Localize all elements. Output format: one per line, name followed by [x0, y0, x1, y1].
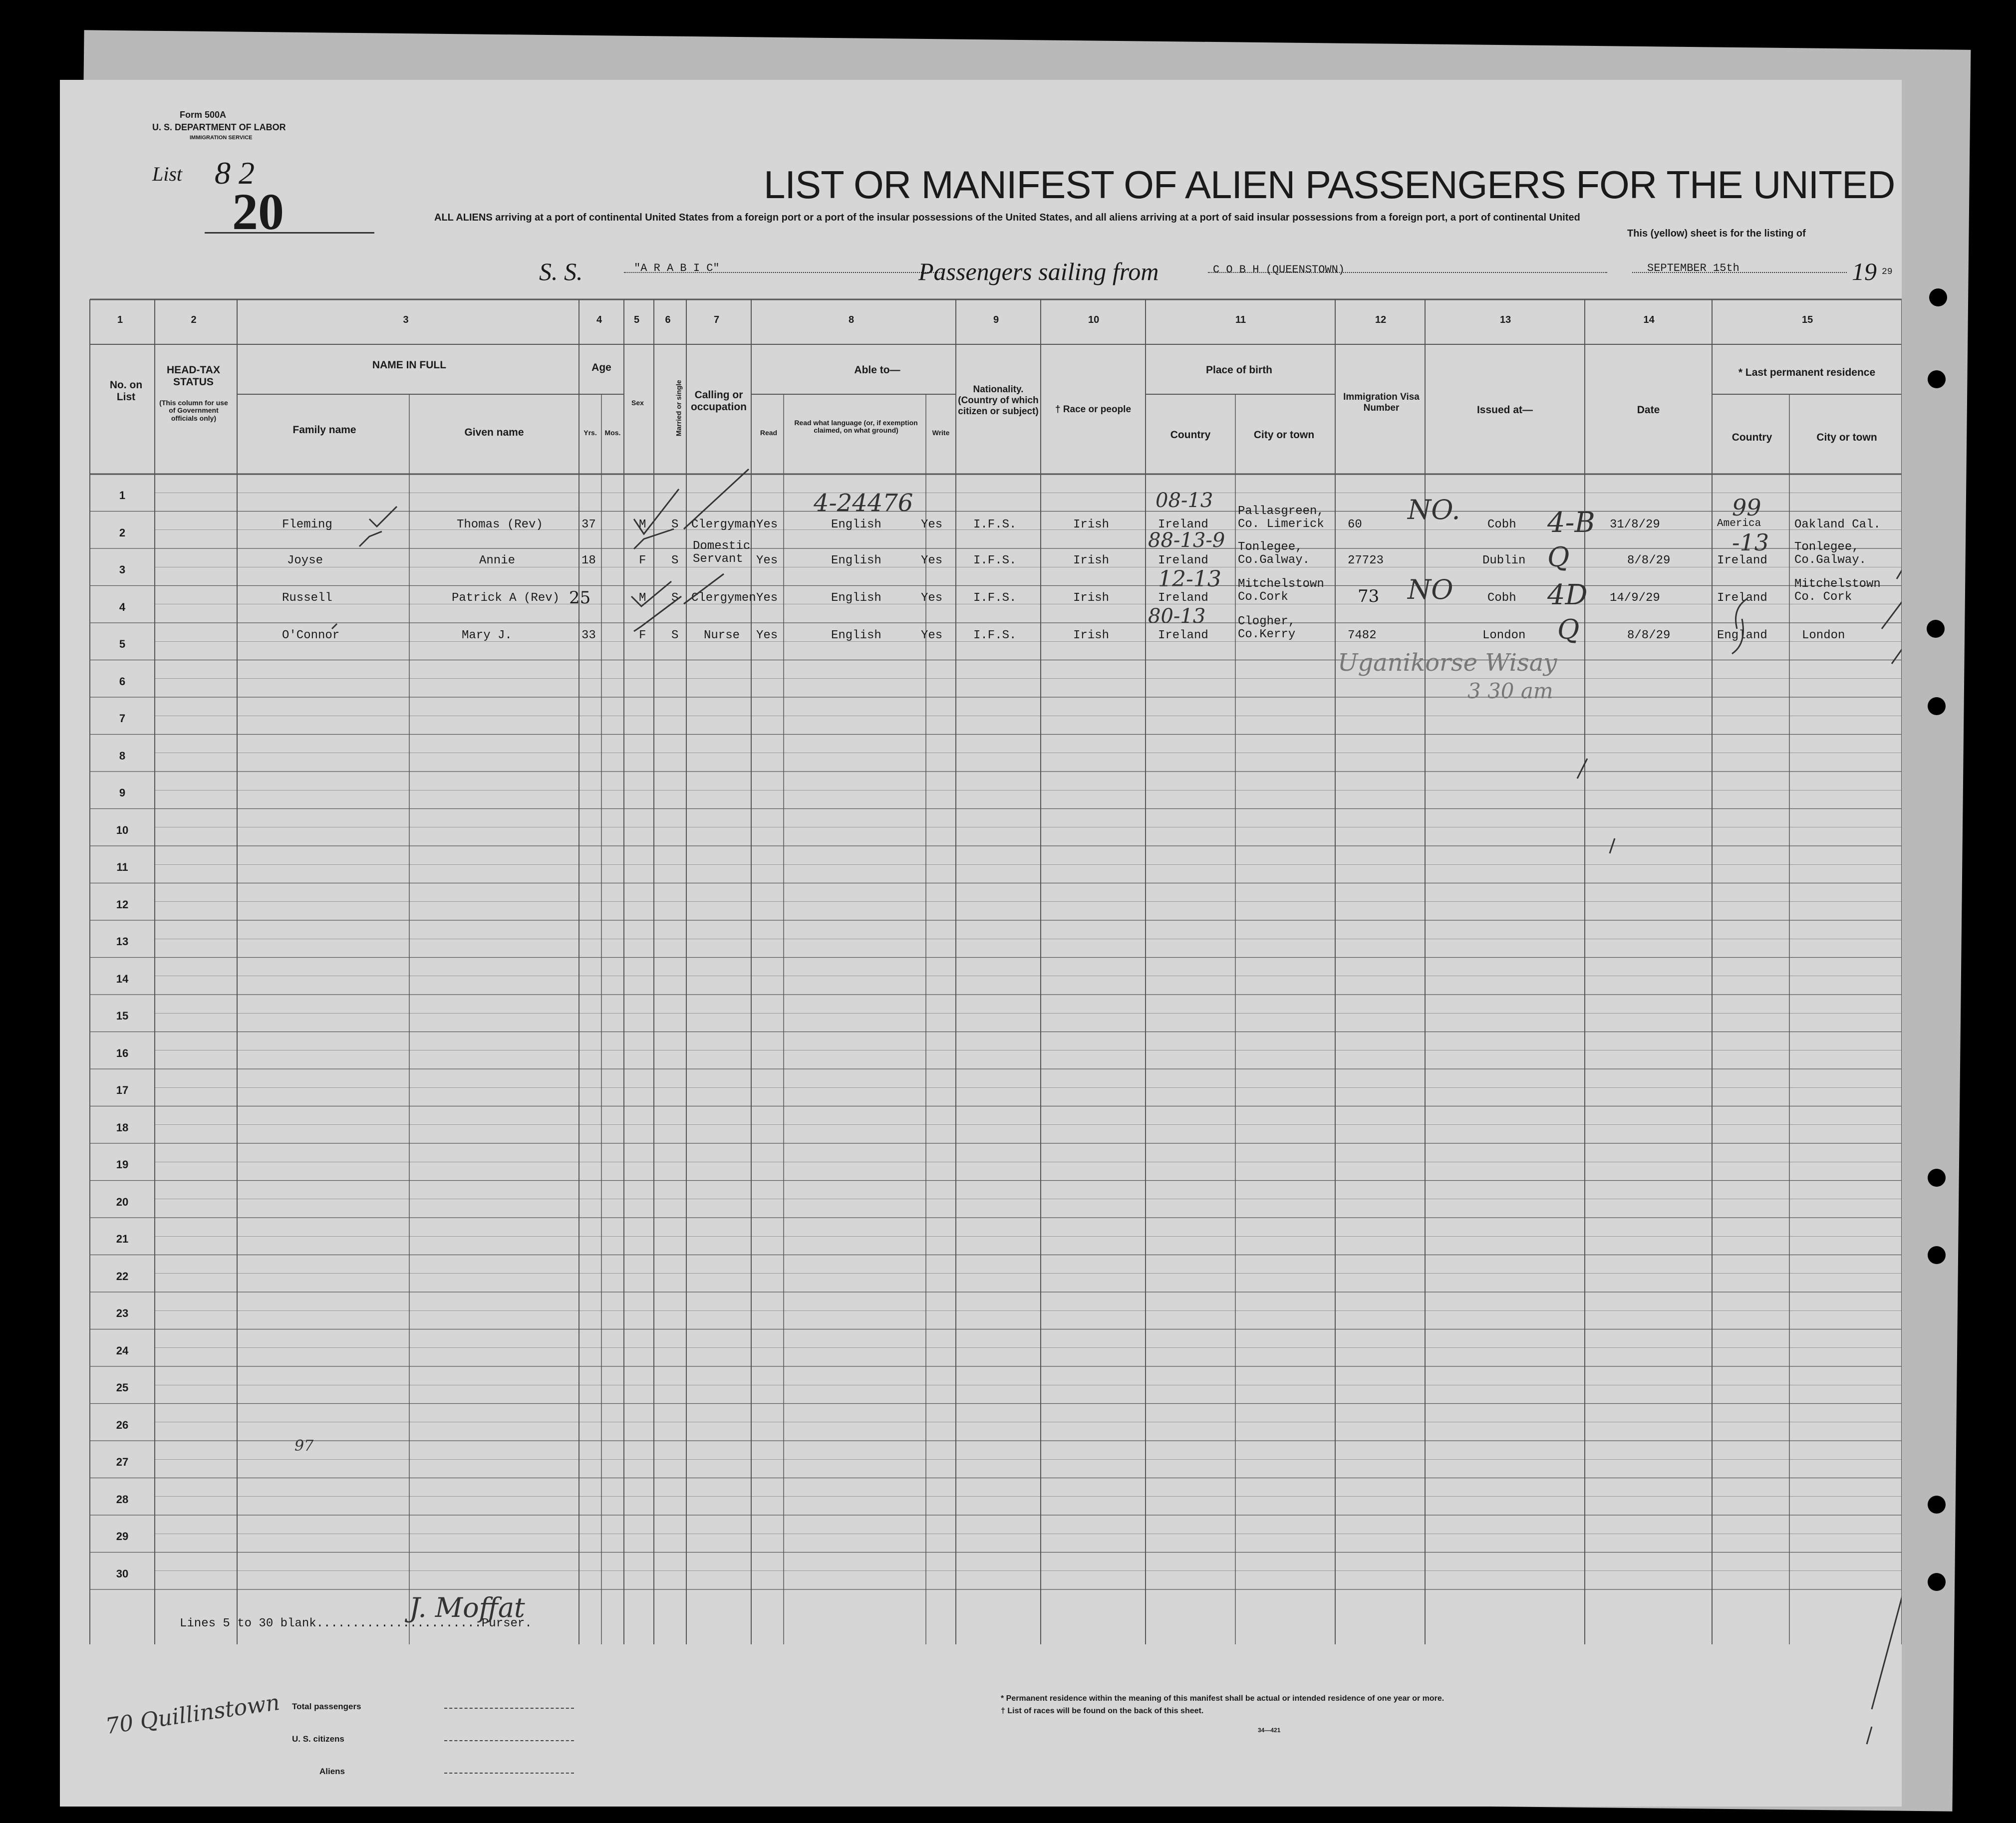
row-number: 1: [119, 489, 126, 502]
row2-residence-annotation: -13: [1732, 529, 1769, 556]
header-birth-country: Country: [1170, 429, 1211, 441]
visa-number: 27723: [1348, 554, 1384, 567]
marital: S: [671, 554, 679, 567]
race: Irish: [1073, 518, 1110, 531]
column-number: 14: [1643, 314, 1655, 325]
row-number: 7: [119, 712, 126, 725]
total-passengers-line: [444, 1708, 574, 1709]
pen-marks: [60, 80, 1902, 1807]
issued-at: London: [1482, 629, 1526, 642]
family-name: Fleming: [282, 518, 332, 531]
occupation: Domestic Servant: [693, 539, 751, 566]
row-number: 20: [116, 1195, 129, 1208]
row-number: 24: [116, 1344, 129, 1357]
nationality: I.F.S.: [973, 629, 1017, 642]
row26-annotation: 97: [294, 1437, 314, 1455]
birth-country: Ireland: [1158, 518, 1208, 531]
read: Yes: [756, 591, 778, 605]
us-citizens-line: [444, 1740, 574, 1741]
total-passengers-label: Total passengers: [292, 1702, 361, 1711]
binder-hole: [1928, 1169, 1946, 1187]
binder-hole: [1928, 1246, 1946, 1264]
us-citizens-label: U. S. citizens: [292, 1734, 344, 1744]
residence-city: London: [1802, 629, 1845, 642]
age-years: 33: [581, 629, 596, 642]
voyage-date: SEPTEMBER 15th: [1647, 262, 1739, 274]
row-number: 17: [116, 1084, 129, 1096]
header-age: Age: [591, 362, 611, 373]
bottom-left-annotation: 70 Quillinstown: [104, 1689, 282, 1740]
ship-name: "A R A B I C": [634, 262, 720, 274]
residence-city: Mitchelstown Co. Cork: [1794, 577, 1881, 604]
row-number: 27: [116, 1456, 129, 1468]
residence-city: Tonlegee, Co.Galway.: [1794, 540, 1867, 567]
row-number: 21: [116, 1233, 129, 1245]
row1-language-annotation: 4-24476: [814, 489, 913, 517]
marital: S: [671, 518, 679, 531]
handwritten-note-line-1: Uganikorse Wisay: [1338, 649, 1557, 677]
header-mos: Mos.: [604, 429, 621, 437]
column-number: 10: [1088, 314, 1100, 325]
row-number: 8: [119, 749, 126, 762]
read: Yes: [756, 629, 778, 642]
row-number: 30: [116, 1567, 129, 1580]
binder-hole: [1928, 697, 1946, 715]
given-name: Annie: [479, 554, 516, 567]
check-mark-row2-name: [359, 531, 382, 546]
nationality: I.F.S.: [973, 518, 1017, 531]
purser-signature: J. Moffat: [409, 1592, 525, 1623]
language: English: [831, 629, 881, 642]
row1-issued-annotation: 4-B: [1547, 507, 1595, 539]
row3-visa-annotation: NO: [1408, 574, 1453, 605]
stroke-row1-marital: [684, 469, 749, 529]
birth-country: Ireland: [1158, 629, 1208, 642]
column-number: 2: [191, 314, 197, 325]
stroke-residence-brace-2: [1732, 619, 1743, 654]
header-date: Date: [1637, 404, 1660, 416]
notice-line-2: This (yellow) sheet is for the listing of: [1627, 228, 1806, 239]
family-name: O'Connor: [282, 629, 340, 642]
read: Yes: [756, 518, 778, 531]
visa-date: 8/8/29: [1627, 554, 1671, 567]
binder-hole: [1929, 288, 1947, 306]
language: English: [831, 518, 881, 531]
sex: M: [639, 591, 646, 605]
residence-country: Ireland: [1717, 554, 1767, 567]
stroke-residence-brace: [1736, 599, 1747, 629]
race: Irish: [1073, 591, 1110, 605]
sheet-number: 20: [232, 183, 284, 241]
write: Yes: [921, 554, 943, 567]
given-name: Mary J.: [462, 629, 512, 642]
row4-birth-annotation: 80-13: [1148, 605, 1206, 628]
write: Yes: [921, 629, 943, 642]
row-number: 19: [116, 1158, 129, 1171]
header-res-country: Country: [1731, 432, 1772, 443]
row-number: 26: [116, 1418, 129, 1431]
marital: S: [671, 591, 679, 605]
row-number: 6: [119, 675, 126, 688]
column-number: 4: [596, 314, 602, 325]
row-number: 25: [116, 1381, 129, 1394]
form-number: Form 500A: [180, 110, 227, 120]
age-years: 25: [569, 588, 591, 608]
check-mark-row3-age: [631, 581, 671, 606]
column-number: 3: [403, 314, 409, 325]
birth-city: Pallasgreen, Co. Limerick: [1238, 505, 1324, 531]
marital: S: [671, 629, 679, 642]
column-number: 13: [1500, 314, 1511, 325]
visa-date: 14/9/29: [1610, 591, 1660, 605]
issued-at: Cobh: [1487, 518, 1516, 531]
column-number: 15: [1802, 314, 1813, 325]
occupation: Nurse: [704, 629, 740, 642]
header-read: Read: [760, 429, 778, 437]
form-code: 34—421: [1258, 1727, 1281, 1734]
nationality: I.F.S.: [973, 554, 1017, 567]
ss-label: S. S.: [539, 258, 583, 285]
row-number: 14: [116, 972, 129, 985]
row1-visa-annotation: NO.: [1408, 494, 1460, 525]
age-years: 37: [581, 518, 596, 531]
notice-line-1: ALL ALIENS arriving at a port of continental United States from a foreign port or a port of the insular possessions of the United States, and all aliens arriving at a port of said insular possessions from a foreign port, a port of continental United: [434, 212, 1580, 223]
binder-hole: [1928, 1573, 1946, 1591]
list-number-handwritten: 8 2: [215, 155, 255, 191]
occupation: Clergymen: [691, 591, 756, 605]
family-name: Joyse: [287, 554, 323, 567]
birth-country: Ireland: [1158, 554, 1208, 567]
given-name: Thomas (Rev): [457, 518, 543, 531]
visa-date: 8/8/29: [1627, 629, 1671, 642]
sailing-label: Passengers sailing from: [918, 258, 1159, 285]
residence-country: Ireland: [1717, 591, 1767, 605]
row3-birth-annotation: 12-13: [1158, 566, 1221, 592]
header-given-name: Given name: [464, 427, 524, 438]
row2-issued-annotation: Q: [1547, 541, 1570, 573]
write: Yes: [921, 591, 943, 605]
occupation: Clergyman: [691, 518, 756, 531]
handwritten-note-line-2: 3 30 am: [1467, 679, 1553, 703]
read: Yes: [756, 554, 778, 567]
row-number: 18: [116, 1121, 129, 1134]
footnote-residence: * Permanent residence within the meaning of this manifest shall be actual or intended residence of one year or more.: [1001, 1694, 1444, 1703]
row4-issued-annotation: Q: [1557, 614, 1580, 645]
age-years: 18: [581, 554, 596, 567]
stroke-date-1: [1577, 759, 1587, 779]
margin-stroke-5: [1872, 1579, 1902, 1709]
row-number: 12: [116, 898, 129, 911]
row2-birth-annotation: 88-13-9: [1148, 529, 1225, 552]
row-number: 3: [119, 563, 126, 576]
list-label: List: [152, 163, 183, 185]
service-label: IMMIGRATION SERVICE: [190, 135, 253, 141]
year-prefix: 19: [1852, 258, 1877, 285]
check-mark-row1-age: [634, 489, 679, 534]
check-mark-row4-name: [332, 624, 337, 629]
column-number: 8: [849, 314, 855, 325]
header-visa: Immigration Visa Number: [1343, 392, 1420, 413]
header-read-language: Read what language (or, if exemption claimed, on what ground): [794, 419, 918, 435]
language: English: [831, 591, 881, 605]
given-name: Patrick A (Rev): [452, 591, 560, 605]
row-number: 11: [116, 861, 128, 873]
visa-number: 60: [1348, 518, 1362, 531]
footnote-races: † List of races will be found on the back of this sheet.: [1001, 1707, 1204, 1715]
row-number: 23: [116, 1307, 129, 1319]
header-birth-city: City or town: [1253, 429, 1315, 441]
column-number: 6: [665, 314, 671, 325]
row-number: 28: [116, 1493, 129, 1506]
check-mark-row4-age: [634, 596, 681, 631]
race: Irish: [1073, 554, 1110, 567]
margin-stroke-2: [1882, 529, 1902, 629]
column-number: 12: [1375, 314, 1387, 325]
row-number: 13: [116, 935, 129, 948]
residence-country: America: [1717, 518, 1761, 529]
row-number: 9: [119, 786, 126, 799]
write: Yes: [921, 518, 943, 531]
issued-at: Cobh: [1487, 591, 1516, 605]
closing-line: Lines 5 to 30 blank.......................Purser.: [180, 1617, 532, 1630]
row-number: 16: [116, 1046, 129, 1059]
birth-city: Tonlegee, Co.Galway.: [1238, 540, 1310, 567]
birth-city: Mitchelstown Co.Cork: [1238, 577, 1324, 604]
binder-hole: [1928, 370, 1946, 388]
birth-country: Ireland: [1158, 591, 1208, 605]
sex: F: [639, 629, 646, 642]
header-name-in-full: NAME IN FULL: [372, 359, 447, 371]
row-number: 15: [116, 1010, 129, 1022]
row-number: 22: [116, 1270, 129, 1283]
header-family-name: Family name: [292, 424, 356, 436]
header-head-tax: HEAD-TAX STATUS: [167, 364, 220, 388]
header-calling: Calling or occupation: [690, 389, 747, 413]
header-issued-at: Issued at—: [1476, 404, 1533, 416]
manifest-title: LIST OR MANIFEST OF ALIEN PASSENGERS FOR THE UNITED: [764, 163, 1895, 207]
header-last-residence: * Last permanent residence: [1738, 367, 1876, 378]
visa-number: 73: [1358, 586, 1380, 606]
row-number: 4: [119, 600, 126, 613]
header-sex: Sex: [631, 399, 644, 407]
header-res-city: City or town: [1816, 432, 1877, 443]
row3-issued-annotation: 4D: [1547, 579, 1588, 611]
visa-date: 31/8/29: [1610, 518, 1660, 531]
sex: F: [639, 554, 646, 567]
row1-birth-annotation: 08-13: [1155, 489, 1213, 512]
header-place-of-birth: Place of birth: [1205, 364, 1273, 376]
residence-country: England: [1717, 629, 1767, 642]
family-name: Russell: [282, 591, 332, 605]
row-number: 10: [116, 823, 129, 836]
row-number: 29: [116, 1530, 129, 1543]
margin-stroke-3: [1892, 579, 1902, 664]
row-number: 2: [119, 526, 126, 539]
language: English: [831, 554, 881, 567]
binder-hole: [1927, 620, 1945, 638]
nationality: I.F.S.: [973, 591, 1017, 605]
column-number: 11: [1235, 314, 1246, 325]
stroke-row3-marital: [684, 574, 724, 604]
header-nationality: Nationality. (Country of which citizen or subject): [958, 384, 1039, 417]
aliens-label: Aliens: [319, 1767, 345, 1776]
header-write: Write: [932, 429, 950, 437]
header-head-tax-note: (This column for use of Government officials only): [159, 399, 228, 422]
margin-stroke-1: [1897, 479, 1902, 579]
header-married: Married or single: [674, 380, 683, 437]
port-name: C O B H (QUEENSTOWN): [1213, 263, 1345, 276]
sex: M: [639, 518, 646, 531]
manifest-sheet: [60, 80, 1902, 1807]
stroke-date-2: [1610, 838, 1615, 853]
race: Irish: [1073, 629, 1110, 642]
binder-hole: [1928, 1496, 1946, 1514]
header-no-on-list: No. on List: [109, 379, 143, 403]
visa-number: 7482: [1348, 629, 1377, 642]
header-race: † Race or people: [1055, 404, 1132, 415]
column-number: 9: [993, 314, 999, 325]
column-number: 5: [634, 314, 640, 325]
header-yrs: Yrs.: [583, 429, 597, 437]
aliens-line: [444, 1773, 574, 1774]
check-mark-row1-name: [369, 507, 397, 526]
margin-stroke-6: [1867, 1727, 1872, 1744]
year-suffix: 29: [1882, 267, 1893, 277]
row1-residence-annotation: 99: [1732, 494, 1761, 521]
birth-city: Clogher, Co.Kerry: [1238, 615, 1296, 642]
row-number: 5: [119, 638, 126, 650]
residence-city: Oakland Cal.: [1794, 518, 1881, 531]
header-able-to: Able to—: [854, 364, 900, 376]
department-label: U. S. DEPARTMENT OF LABOR: [152, 122, 286, 132]
column-number: 1: [117, 314, 123, 325]
check-mark-row2-age: [634, 529, 674, 549]
issued-at: Dublin: [1482, 554, 1526, 567]
column-number: 7: [714, 314, 720, 325]
